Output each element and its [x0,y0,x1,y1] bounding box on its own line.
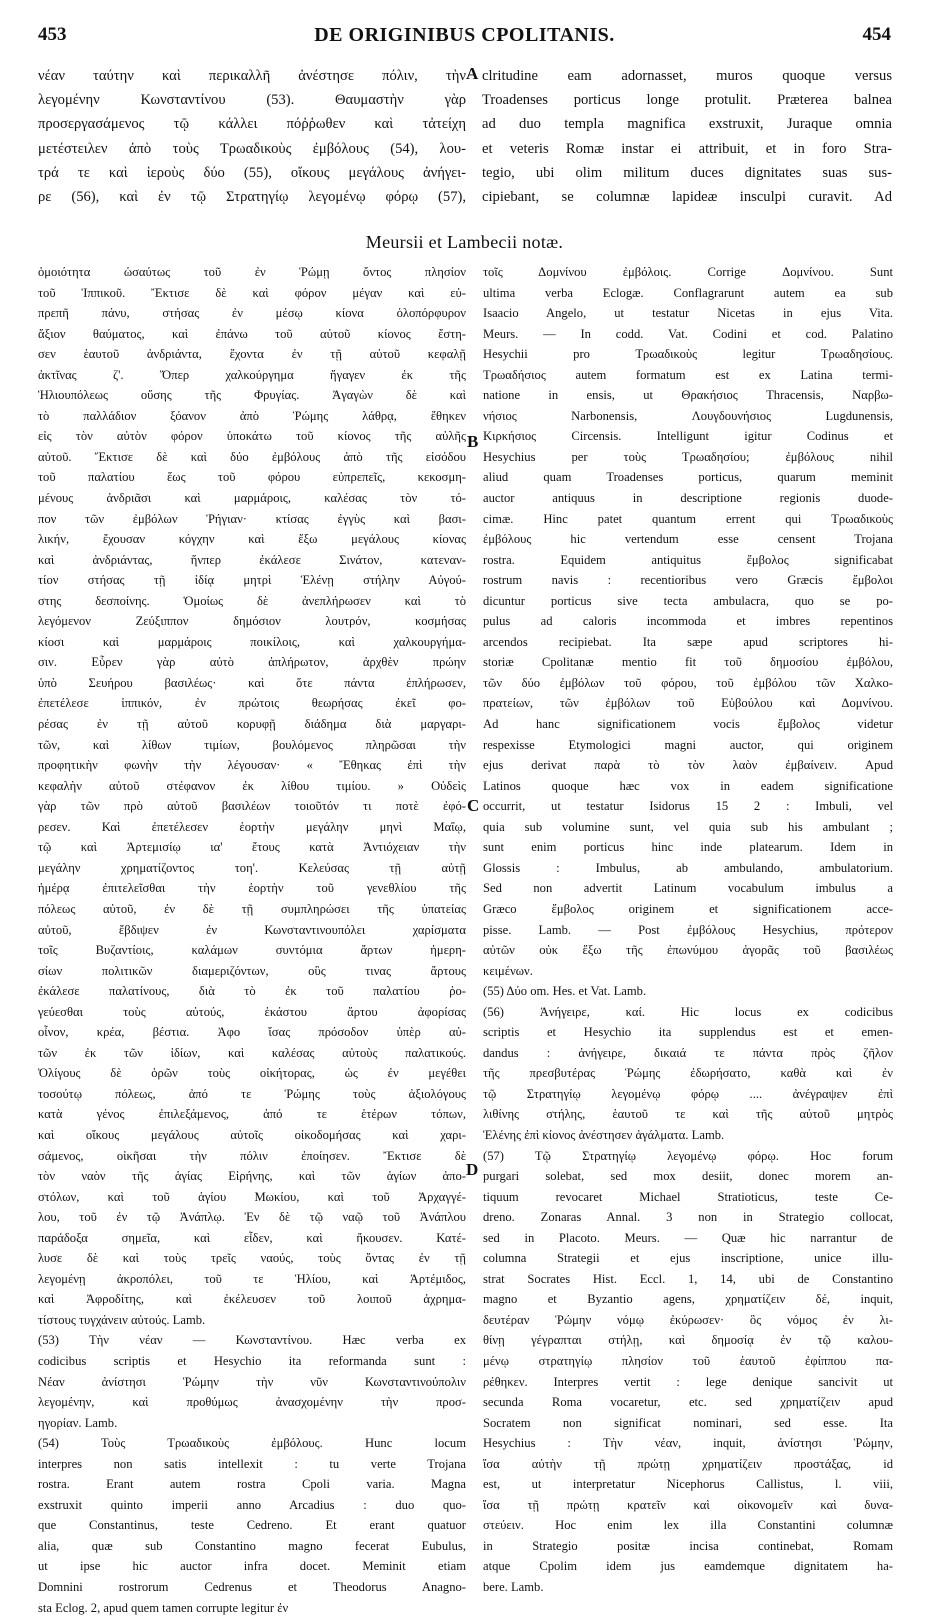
text-line: μετέστειλεν ἀπὸ τοὺς Τρωαδικοὺς ἐμβόλους (54), λου- [38,140,466,157]
text-line: (54) Τοὺς Τρωαδικοὺς ἐμβόλους. Hunc locum [38,1436,466,1451]
text-line: ultima verba Eclogæ. Conflagrarunt autem ea sub [483,285,893,300]
text-line: rostra. Erant autem rostra Cpoli varia. Magna [38,1477,466,1492]
text-line: αὐτοῦ. Ἔκτισε δὲ καὶ δύο ἐμβόλους ἀπὸ τῆς εἰσόδου [38,449,466,464]
text-line: sta Eclog. 2, apud quem tamen corrupte legitur ἐν [38,1600,289,1615]
text-line: scriptis et Hesychio ita supplendus est et emen- [483,1025,893,1040]
text-line: τὸ παλλάδιον ξόανον ἀπὸ Ῥώμης λάθρᾳ, ἔθηκεν [38,408,466,423]
text-line: Hesychii pro Τρωαδικοὺς legitur Τρωαδησίους. [483,347,893,362]
text-line: λεγομένην, καὶ προθύμως ἀνασχομένην τὴν προσ- [38,1395,466,1410]
text-line: κίοσι καὶ μαρμάροις ποικίλοις, καὶ χαλκουργήμα- [38,634,466,649]
text-line: καὶ οἴκους μεγάλους αὐτοῖς οἰκοδομήσας καὶ χαρι- [38,1127,466,1142]
text-line: (56) Ἀνήγειρε, καί. Hic locus ex codicibus [483,1004,893,1019]
text-line: purgari solebat, sed mox desiit, donec morem an- [483,1169,893,1184]
text-line: Isaacio Angelo, ut testatur Nicetas in ejus Vita. [483,306,893,321]
text-line: ἄξιον θαύματος, καὶ ἐπάνω τοῦ αὐτοῦ κίονος ἔστη- [38,326,466,341]
text-line: στεύειν. Hoc enim lex illa Constantini columnæ [483,1518,893,1533]
text-line: ἐπετέλεσε ἱππικόν, ἐν πρώτοις θεωρήσας ἐκεῖ φο- [38,696,466,711]
text-line: cimæ. Hinc patet quantum errent qui Τρωαδικοὺς [483,511,893,526]
text-line: cipiebant, se columnæ lapideæ insculpi curavit. Ad [482,189,892,206]
text-line: παράδοξα σημεῖα, καὶ εἶδεν, καὶ ἤκουσεν. Κατέ- [38,1230,466,1245]
text-line: ἴσα τῇ πρώτῃ κρατεῖν καὶ οἰκονομεῖν καὶ δυνα- [483,1497,893,1512]
text-line: Socratem non significat nominari, sed esse. Ita [483,1415,893,1430]
text-line: τῆς πρεσβυτέρας Ῥώμης ἐδωρήσατο, καθὰ καὶ ἐν [483,1066,893,1081]
text-line: πρεπῆ πάνυ, στήσας ἐν μέσῳ κίονα ὁλοπόρφυρον [38,306,466,321]
text-line: Hesychius : Τὴν νέαν, inquit, ἀνίστησι Ῥώμην, [483,1436,893,1451]
text-line: occurrit, ut testatur Isidorus 15 2 : Imbuli, vel [483,799,893,814]
text-line: Ὀλίγους δὲ ὁρῶν τοὺς οἰκήτορας, ὡς ἐν μεγέθει [38,1066,466,1081]
text-line: strat Socrates Hist. Eccl. 1, 14, ubi de Constantino [483,1271,893,1286]
text-line: pisse. Lamb. — Post ἐμβόλους Hesychius, πρότερον [483,922,893,937]
text-line: τρά τε καὶ ἱεροὺς δύο (55), οἴκους μεγάλους ἀνήγει- [38,164,466,181]
text-line: natione in ensis, ut Θρακήσιος Thracensis, Ναρβω- [483,388,893,403]
text-line: τοῖς Βυζαντίοις, καλάμων συντόμια ἄρτων ἡμερη- [38,943,466,958]
text-line: τίον στήσας τῇ ἰδίᾳ μητρὶ Ἑλένῃ στήλην Αὐγού- [38,573,466,588]
margin-marker-a: A [466,64,479,83]
page-number-left: 453 [38,24,67,45]
text-line: pulus ad caloris incommoda et imbres repentinos [483,614,893,629]
text-line: Νέαν ἀνίστησι Ῥώμην τὴν νῦν Κωνσταντινούπολιν [38,1374,466,1389]
text-line: (57) Τῷ Στρατηγίῳ λεγομένῳ φόρῳ. Hoc forum [483,1148,893,1163]
text-line: rostra. Equidem antiquitus ἔμβολος significabat [483,552,893,567]
text-line: ἐμβόλους hic vertendum esse censent Trojana [483,532,893,547]
text-line: columna Strategii et ejus inscriptione, unice illu- [483,1251,893,1266]
text-line: μεγάλην χρηματίζοντος τοη'. Κελεύσας τῇ αὐτῇ [38,860,466,875]
text-line: arcendos recipiebat. Ita sæpe apud scriptores hi- [483,634,893,649]
text-line: λεγομένῃ ἀκροπόλει, τοῦ τε Ἡλίου, καὶ Ἀρτέμιδος, [38,1271,466,1286]
text-line: θίνῃ γέγραπται στήλῃ, καὶ δημοσίᾳ ἐν τῷ καλου- [483,1333,893,1348]
text-line: ut ipse hic auctor infra docet. Meminit etiam [38,1559,466,1574]
text-line: ρέθηκεν. Interpres vertit : lege denique sancivit ut [483,1374,893,1389]
text-line: aliud quam Troadenses porticus, quarum meminit [483,470,893,485]
text-line: δευτέραν Ῥώμην νόμῳ ἐκύρωσεν· ὃς νόμος ἐν λι- [483,1312,893,1327]
text-line: σάμενος, οἰκῆσαι τὴν πόλιν ἐποίησεν. Ἔκτισε δὲ [38,1148,466,1163]
page-number-right: 454 [862,24,891,45]
text-line: ejus derivat παρὰ τὸ τὸν λαὸν ἐμβαίνειν. Apud [483,758,893,773]
text-line: τοῦ Ἱππικοῦ. Ἔκτισε δὲ καὶ φόρον μέγαν καὶ εὐ- [38,285,466,300]
text-line: codicibus scriptis et Hesychio ita reformanda sunt : [38,1353,466,1368]
text-line: τοῖς Δομνίνου ἐμβόλοις. Corrige Δομνίνου. Sunt [483,265,893,279]
text-line: ad duo templa magnifica exstruxit, Juraque omnia [482,116,892,133]
text-line: αὐτοῦ, ἔβδιψεν ἐν Κωνσταντινουπόλει χαρίσματα [38,922,466,937]
margin-marker-c: C [467,796,480,815]
text-line: ρέσας ἐν τῇ αὐτοῦ κορυφῇ διάδημα διὰ μαργαρι- [38,717,466,732]
text-line: alia, quæ sub Constantino magno fecerat Eubulus, [38,1538,466,1553]
text-line: γὰρ τῶν πρὸ αὐτοῦ βασιλέων τοιοῦτόν τι ποτὲ ἐφό- [38,799,466,814]
text-line: que Constantinus, teste Cedreno. Et erant quatuor [38,1518,466,1533]
text-line: bere. Lamb. [483,1580,544,1594]
top-latin-column [482,64,892,209]
text-line: Τρωαδήσιος autem formatum est ex Latina termi- [483,367,893,382]
text-line: interpres non satis intellexit : tu verte Trojana [38,1456,466,1471]
text-line: μένους ἀνδριᾶσι καὶ μαρμάροις, καλέσας τὸν τό- [38,491,466,506]
text-line: ἐκάλεσε παλατίνους, διὰ τὸ ἐκ τοῦ παλατίου ῥο- [38,984,466,999]
text-line: ὁμοιότητα ὡσαύτως τοῦ ἐν Ῥώμῃ ὄντος πλησίον [38,265,466,279]
text-line: στόλων, καὶ τοῦ ἁγίου Μωκίου, καὶ τοῦ Ἀρχαγγέ- [38,1189,466,1204]
text-line: Domnini rostrorum Cedrenus et Theodorus Anagno- [38,1580,466,1594]
text-line: respexisse Etymologici magni auctor, qui originem [483,737,893,752]
text-line: καὶ Ἀφροδίτης, καὶ ἐκέλευσεν τοῦ λοιποῦ ἀχρημα- [38,1292,466,1307]
text-line: magno et Byzantio agens, χρηματίζειν δέ, inquit, [483,1292,893,1307]
text-line: τῶν δύο ἐμβόλων τοῦ φόρου, τοῦ ἐμβόλου τῶν Χαλκο- [483,675,893,690]
text-line: Ἡλιουπόλεως οὔσης τῆς Φρυγίας. Ἀγαγὼν δὲ καὶ [38,388,466,403]
text-line: τῶν, καὶ λίθων τιμίων, βουλόμενος πληρῶσαι τὴν [38,737,466,752]
text-line: secunda Roma vocaretur, etc. sed χρηματίζειν apud [483,1395,893,1410]
text-line: κεφαλὴν αὐτοῦ στέφανον ἐκ λίθου τιμίου. » Οὐδεὶς [38,778,466,793]
text-line: sed in Placoto. Meurs. — Quæ hic narrantur de [483,1230,893,1245]
text-line: quia sub volumine sunt, vel quia sub his ambulant ; [483,819,893,834]
text-line: λυσε δὲ καὶ τοὺς τρεῖς ναούς, τοὺς ὄντας ἐν τῇ [38,1251,466,1266]
text-line: Sed non advertit Latinum vocabulum imbulus a [483,881,893,896]
text-line: λεγόμενον Ζεύξιππον δημόσιον λουτρόν, κοσμήσας [38,614,466,629]
text-line: exstruxit quinto imperii anno Arcadius : duo quo- [38,1497,466,1512]
text-line: πον τῶν ἐμβόλων Ῥήγιαν· κτίσας ἐγγὺς καὶ βασι- [38,511,466,526]
text-line: στης δεσποίνης. Ὁμοίως δὲ ἀνεπλήρωσεν καὶ τὸ [38,593,466,608]
text-line: καὶ ἀνδριάντας, ἥνπερ ἐκάλεσε Σινάτον, κατεναν- [38,552,466,567]
text-line: (53) Τὴν νέαν — Κωνσταντίνου. Hæc verba ex [38,1333,466,1348]
text-line: τῷ Στρατηγίῳ λεγομένῳ φόρῳ .... ἀνέγραψεν ἐπὶ [483,1086,893,1101]
text-line: κειμένων. [483,963,533,978]
text-line: et veteris Romæ instar ei attribuit, et in foro Stra- [482,140,892,157]
text-line: λιθίνης στήλης, ἑαυτοῦ τε καὶ τῆς αὐτοῦ μητρὸς [483,1107,893,1122]
text-line: sunt enim porticus hinc inde platearum. Idem in [483,840,893,855]
text-line: dandus : ἀνήγειρε, δικαιά τε πάντα πρὸς ζῆλον [483,1045,893,1060]
text-line: Glossis : Imbulus, ab ambulando, ambulatorium. [483,860,893,875]
top-greek-column [38,64,466,209]
text-line: οἶνον, κρέα, βέστια. Ἀφο ἴσας πρόσοδον ὑπὲρ αὐ- [38,1025,466,1040]
text-line: clritudine eam adornasset, muros quoque versus [482,68,892,84]
text-line: est, ut interpretatur Nicephorus Callistus, l. viii, [483,1477,893,1492]
text-line: προσεργασάμενος τῷ κάλλει πόῤῥωθεν καὶ τἀτείχη [38,116,466,133]
text-line: rostrum navis : recentioribus vero Græcis ἔμβολοι [483,573,893,588]
text-line: Hesychius per τοὺς Τρωαδησίου; ἐμβόλους nihil [483,449,893,464]
text-line: τοῦ παλατίου ἕως τοῦ φόρου εὐπρεπεῖς, κεκοσμη- [38,470,466,485]
text-line: tiquum revocaret Michael Stratioticus, teste Ce- [483,1189,893,1204]
notes-left-column [38,262,466,1618]
text-line: Latinos quoque hæc vox in eadem significatione [483,778,893,793]
text-line: νέαν ταύτην καὶ περικαλλῆ ἀνέστησε πόλιν, τὴν [38,68,466,84]
notes-heading: Meursii et Lambecii notæ. [365,232,564,252]
running-title: DE ORIGINIBUS CPOLITANIS. [314,24,615,46]
text-line: Ad hanc significationem vocis ἔμβολος videtur [483,717,893,732]
text-line: μένῳ στρατηγίῳ πλησίον τοῦ ἑαυτοῦ ἐφίππου πα- [483,1353,893,1368]
text-line: σιν. Εὗρεν γὰρ αὐτὸ ἀπλήρωτον, ἀρχθὲν πρώην [38,655,466,670]
text-line: Ἑλένης ἐπὶ κίονος ἀνέστησεν ἀγάλματα. Lamb. [483,1127,725,1142]
text-line: γεύεσθαι τοὺς αὐτούς, ἑκάστου ἄρτου ἀφορίσας [38,1004,466,1019]
text-line: προφητικὴν φωνὴν τὴν λέγουσαν· « Ἔθηκας ἐπὶ τὴν [38,758,466,773]
text-line: τὸν ναὸν τῆς ἁγίας Εἰρήνης, καὶ τῶν ἁγίων ἀπο- [38,1169,466,1184]
margin-marker-d: D [466,1160,479,1179]
text-line: λικήν, ἔχουσαν κόγχην καὶ ἔξω μεγάλους κίονας [38,532,466,547]
text-line: in Strategio positæ incisa continebat, Romam [483,1538,893,1553]
text-line: ρε (56), καὶ ἐν τῷ Στρατηγίῳ λεγομένῳ φόρῳ (57), [38,189,466,206]
text-line: ἡμέρᾳ ἐπιτελεῖσθαι τὴν ἑορτὴν τοῦ γενεθλίου τῆς [38,881,466,896]
text-line: τῷ καὶ Ἀρτεμισίῳ ια' ἔτους κατὰ Ἀντιόχειαν τὴν [38,840,466,855]
text-line: πρατείων, τῶν ἐμβόλων τοῦ Εὐβούλου καὶ Δομνίνου. [483,696,893,711]
text-line: σεν ἑαυτοῦ ἀνδριάντα, ἔχοντα ἐν τῇ αὐτοῦ κεφαλῇ [38,347,466,362]
text-line: ρεσεν. Καὶ ἐπετέλεσεν ἑορτὴν μεγάλην μηνὶ Μαΐῳ, [38,819,466,834]
text-line: λου, τοῦ ἐν τῷ Ἀνάπλῳ. Ἐν δὲ τῷ ναῷ τοῦ Ἀνάπλου [38,1210,466,1225]
text-line: τοσούτῳ πόλεως, ἀπό τε Ῥώμης τοὺς ἀξιολόγους [38,1086,466,1101]
margin-marker-b: B [467,432,479,451]
text-line: τῶν ἐκ τῶν ἰδίων, καὶ καλέσας αὐτοὺς παλατικούς. [38,1045,466,1060]
text-line: ηγορίαν. Lamb. [38,1415,118,1430]
text-line: ἀκτῖνας ζ'. Ὅπερ χαλκούργημα ἤγαγεν ἐκ τῆς [38,367,466,382]
text-line: dicuntur porticus sive tecta ambulacra, quo se po- [483,593,893,608]
text-line: atque Cpolim idem jus eamdemque dignitatem ha- [483,1559,893,1574]
text-line: Græco ἔμβολος originem et significationem acce- [483,901,893,916]
text-line: πόλεως αὐτοῦ, ἐν δὲ τῇ συμπληρώσει τῆς ὑπατείας [38,901,466,916]
text-line: κατὰ γένος ἐπιλεξάμενος, ἀπό τε ἑτέρων τόπων, [38,1107,466,1122]
text-line: Κιρκήσιος Circensis. Intelligunt igitur Codinus et [483,429,893,444]
text-line: auctor antiquus in descriptione regionis duode- [483,491,893,506]
text-line: ὑπὸ Σευήρου βασιλέως· καὶ ὅτε πάντα ἐπλήρωσεν, [38,675,466,690]
text-line: αὐτῶν οὐκ ἔξω τῆς ἐπωνύμου ἀγορᾶς τοῦ βασιλέως [483,943,893,958]
text-line: εἰς τὸν αὐτὸν φόρον ὑποκάτω τοῦ κίονος τῆς αὐλῆς [38,429,466,444]
text-line: τίστους τυγχάνειν αὐτούς. Lamb. [38,1312,206,1327]
text-line: dreno. Zonaras Annal. 3 non in Strategio collocat, [483,1210,893,1225]
text-line: ἴσα αὐτὴν τῇ πρώτῃ χρηματίζειν προστάξας, id [483,1456,893,1471]
text-line: (55) Δύο om. Hes. et Vat. Lamb. [483,984,647,999]
text-line: storiæ Cpolitanæ mentio fit τοῦ δημοσίου ἐμβόλου, [483,655,893,670]
text-line: νήσιος Narbonensis, Λουγδουνήσιος Lugdunensis, [483,408,893,423]
text-line: tegio, ubi olim militum duces dignitates suas sus- [482,164,892,181]
text-line: λεγομένην Κωνσταντίνου (53). Θαυμαστὴν γὰρ [38,92,466,109]
text-line: Meurs. — In codd. Vat. Codini et cod. Palatino [483,326,893,341]
text-line: Troadenses porticus longe protulit. Præterea balnea [482,92,892,109]
notes-right-column [483,262,893,1598]
page-header [38,24,891,52]
text-line: σίων πολιτικῶν διαμεριζόντων, οὓς τινας ἄρτους [38,963,466,978]
